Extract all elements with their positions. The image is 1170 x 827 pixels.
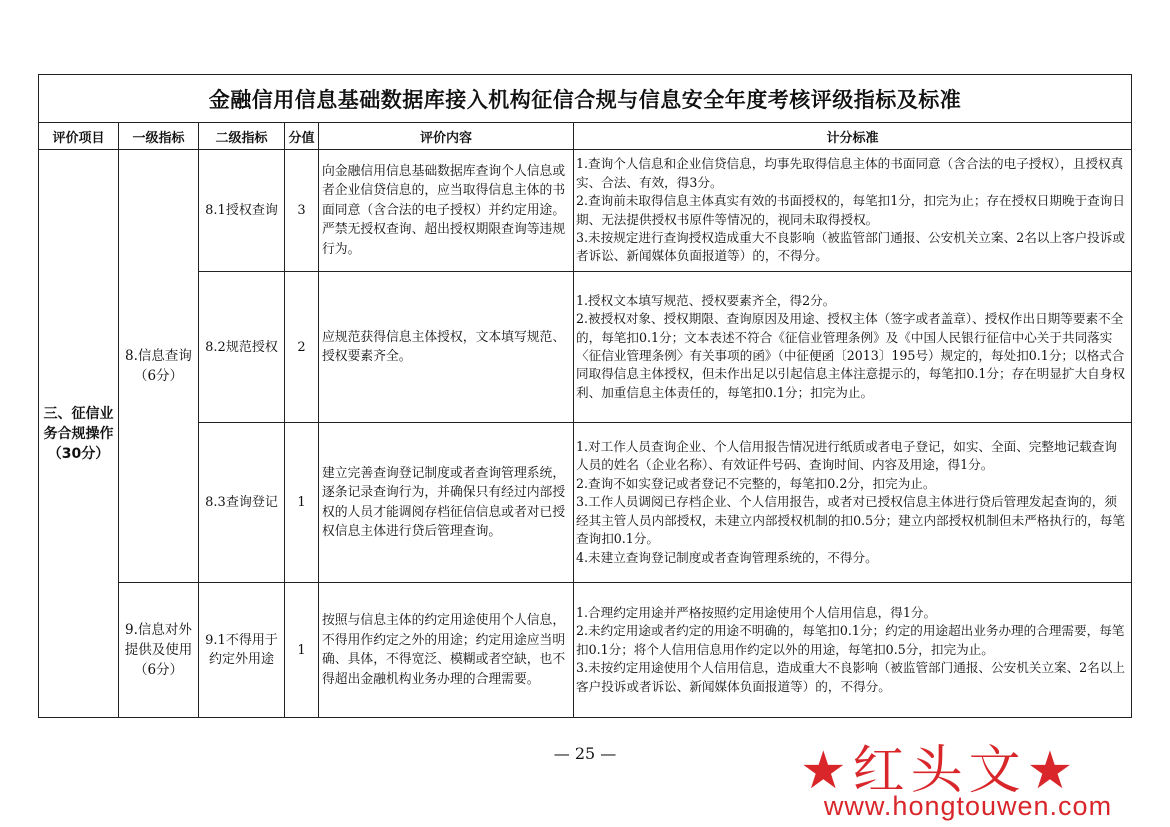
watermark — [772, 728, 1170, 827]
score-cell: 3 — [285, 150, 319, 272]
content-cell: 应规范获得信息主体授权，文本填写规范、授权要素齐全。 — [319, 272, 574, 423]
standard-item: 1.合理约定用途并严格按照约定用途使用个人信用信息，得1分。 — [576, 604, 937, 620]
standard-item: 1.查询个人信息和企业信贷信息，均事先取得信息主体的书面同意（含合法的电子授权），且授权真实、合法、有效，得3分。 — [576, 156, 1124, 190]
level2-cell: 8.2规范授权 — [199, 272, 285, 423]
watermark-url: www.hongtouwen.com — [823, 791, 1113, 821]
header-level1: 一级指标 — [119, 123, 199, 150]
header-content: 评价内容 — [319, 123, 574, 150]
header-project: 评价项目 — [39, 123, 119, 150]
star-icon: ★ — [800, 741, 853, 801]
star-icon: ★ — [1026, 741, 1080, 801]
table-row — [39, 583, 1132, 718]
content-cell: 按照与信息主体的约定用途使用个人信息，不得用作约定之外的用途；约定用途应当明确、具体，不得宽泛、模糊或者空缺，也不得超出金融机构业务办理的合理需要。 — [319, 583, 574, 718]
header-level2: 二级指标 — [199, 123, 285, 150]
table-row — [39, 423, 1132, 583]
standard-item: 2.被授权对象、授权期限、查询原因及用途、授权主体（签字或者盖章）、授权作出日期等要素不全的，每笔扣0.1分；文本表述不符合《征信业管理条例》及《中国人民银行征信中心关于共同落实〈征信业管理条例〉有关事项的函》（中征便函〔2013〕195号）规定的，每处扣0.1分；以格式合同取得信息主体授权，但未作出足以引起信息主体注意提示的，每笔扣0.1分；存在明显扩大自身权利、加重信息主体责任的，每笔扣0.1分；扣完为止。 — [576, 311, 1125, 400]
standard-item: 2.未约定用途或者约定的用途不明确的，每笔扣0.1分；约定的用途超出业务办理的合理需要，每笔扣0.1分；将个人信用信息用作约定以外的用途，每笔扣0.5分，扣完为止。 — [576, 623, 1125, 657]
standard-cell — [574, 583, 1132, 718]
header-row — [39, 123, 1132, 150]
content-cell: 建立完善查询登记制度或者查询管理系统，逐条记录查询行为，并确保只有经过内部授权的人员才能调阅存档征信信息或者对已授权信息主体进行贷后管理查询。 — [319, 423, 574, 583]
standard-item: 3.工作人员调阅已存档企业、个人信用报告，或者对已授权信息主体进行贷后管理发起查询的，须经其主管人员内部授权，未建立内部授权机制的扣0.5分；建立内部授权机制但未严格执行的，每笔查询扣0.1分。 — [576, 494, 1125, 547]
page-number: — 25 — — [553, 744, 617, 763]
assessment-table — [38, 74, 1132, 718]
watermark-text: 红头文 — [852, 741, 1027, 801]
score-cell: 1 — [285, 423, 319, 583]
standard-item: 2.查询前未取得信息主体真实有效的书面授权的，每笔扣1分，扣完为止；存在授权日期晚于查询日期、无法提供授权书原件等情况的，视同未取得授权。 — [576, 193, 1125, 227]
standard-item: 2.查询不如实登记或者登记不完整的，每笔扣0.2分，扣完为止。 — [576, 475, 936, 491]
level1-cell: 9.信息对外提供及使用（6分） — [119, 583, 199, 718]
level1-cell: 8.信息查询（6分） — [119, 150, 199, 583]
category-cell: 三、征信业务合规操作（30分） — [39, 150, 119, 718]
score-cell: 1 — [285, 583, 319, 718]
header-standard: 计分标准 — [574, 123, 1132, 150]
standard-cell — [574, 423, 1132, 583]
standard-item: 1.对工作人员查询企业、个人信用报告情况进行纸质或者电子登记，如实、全面、完整地记载查询人员的姓名（企业名称）、有效证件号码、查询时间、内容及用途，得1分。 — [576, 439, 1117, 473]
level2-cell: 9.1不得用于约定外用途 — [199, 583, 285, 718]
document-title: 金融信用信息基础数据库接入机构征信合规与信息安全年度考核评级指标及标准 — [39, 75, 1132, 123]
table-row — [39, 272, 1132, 423]
level2-cell: 8.3查询登记 — [199, 423, 285, 583]
standard-item: 3.未按约定用途使用个人信用信息，造成重大不良影响（被监管部门通报、公安机关立案、2名以上客户投诉或者诉讼、新闻媒体负面报道等）的，不得分。 — [576, 660, 1125, 694]
standard-cell — [574, 272, 1132, 423]
header-score: 分值 — [285, 123, 319, 150]
standard-item: 3.未按规定进行查询授权造成重大不良影响（被监管部门通报、公安机关立案、2名以上客户投诉或者诉讼、新闻媒体负面报道等）的，不得分。 — [576, 229, 1125, 264]
content-cell: 向金融信用信息基础数据库查询个人信息或者企业信贷信息的，应当取得信息主体的书面同意（含合法的电子授权）并约定用途。严禁无授权查询、超出授权期限查询等违规行为。 — [319, 150, 574, 272]
standard-cell — [574, 150, 1132, 272]
standard-item: 1.授权文本填写规范、授权要素齐全，得2分。 — [576, 292, 836, 308]
level2-cell: 8.1授权查询 — [199, 150, 285, 272]
standard-item: 4.未建立查询登记制度或者查询管理系统的，不得分。 — [576, 549, 878, 565]
table-row — [39, 150, 1132, 272]
score-cell: 2 — [285, 272, 319, 423]
